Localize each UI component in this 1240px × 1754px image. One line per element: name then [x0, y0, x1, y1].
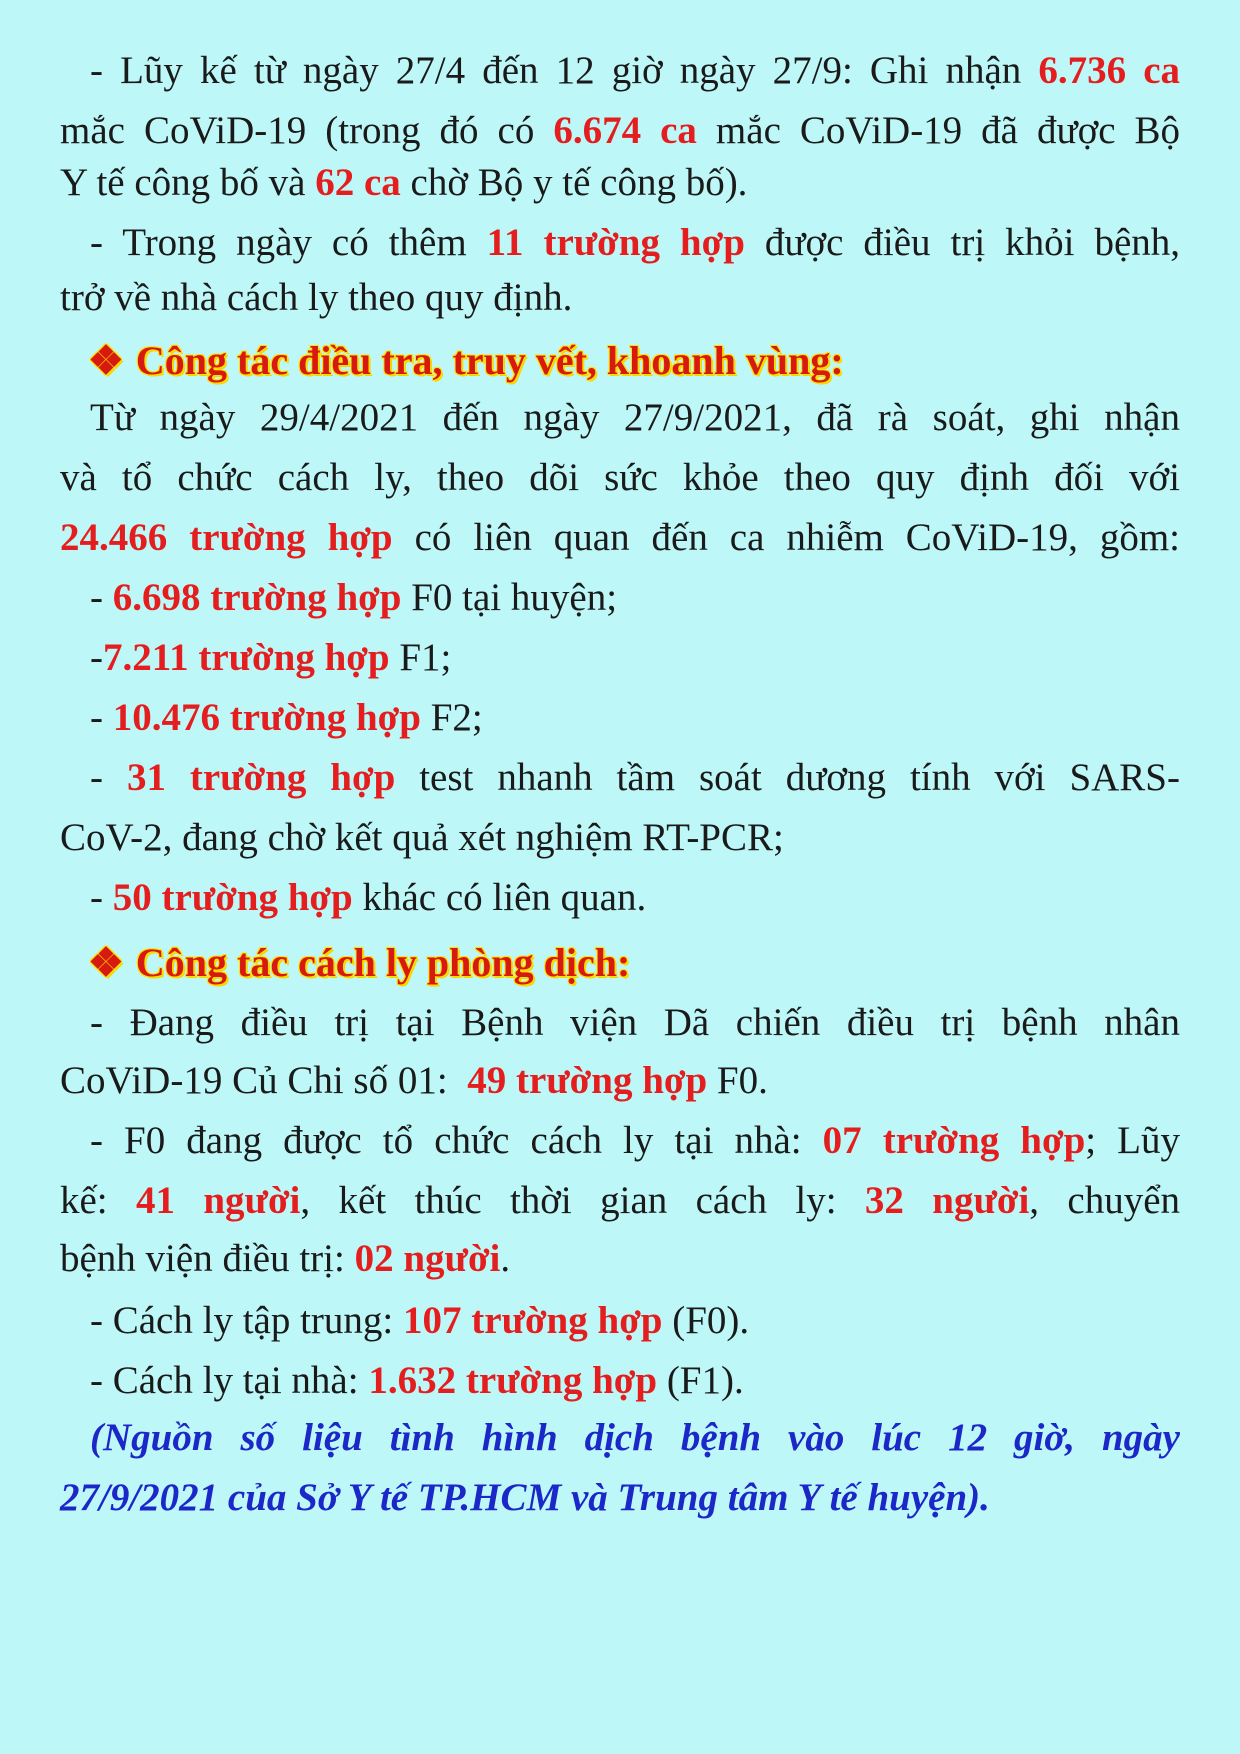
text: ; Lũy	[1085, 1119, 1180, 1162]
text: mắc CoViD-19 (trong đó có	[60, 109, 535, 152]
list-item	[60, 625, 1180, 691]
highlight-number: 10.476 trường hợp	[112, 696, 421, 739]
highlight-number: 62 ca	[315, 161, 401, 204]
highlight-number: 6.736 ca	[1038, 49, 1180, 92]
text: bệnh viện điều trị:	[60, 1237, 345, 1280]
diamond-bullet-icon: ❖	[88, 338, 124, 383]
text: có liên quan đến ca nhiễm CoViD-19, gồm:	[414, 516, 1180, 559]
dash: -	[90, 876, 103, 919]
text: F1;	[399, 636, 452, 679]
text: , chuyển	[1029, 1179, 1181, 1222]
quarantine-line-4	[60, 1168, 1180, 1234]
text: Y tế công bố và	[60, 161, 306, 204]
investigation-line-2: và tổ chức cách ly, theo dõi sức khỏe theo quy định đối với	[60, 456, 1180, 499]
highlight-number: 107 trường hợp	[403, 1299, 663, 1342]
heading-text: Công tác cách ly phòng dịch:	[135, 940, 631, 985]
text: F2;	[430, 696, 483, 739]
section-heading-quarantine	[88, 930, 630, 996]
investigation-line-1: Từ ngày 29/4/2021 đến ngày 27/9/2021, đã rà soát, ghi nhận	[90, 396, 1180, 439]
text: mắc CoViD-19 đã được Bộ	[715, 109, 1181, 152]
dash: -	[90, 756, 103, 799]
highlight-number: 31 trường hợp	[126, 756, 396, 799]
text: - F0 đang được tổ chức cách ly tại nhà:	[90, 1119, 802, 1162]
text: test nhanh tầm soát dương tính với SARS-	[419, 756, 1180, 799]
text: F0.	[716, 1059, 768, 1102]
list-item	[60, 865, 1180, 931]
list-item	[60, 745, 1180, 811]
text: , kết thúc thời gian cách ly:	[300, 1179, 837, 1222]
quarantine-line-6	[60, 1288, 1180, 1354]
text: kế:	[60, 1179, 108, 1222]
highlight-number: 1.632 trường hợp	[368, 1359, 658, 1402]
text: - Trong ngày có thêm	[90, 221, 467, 264]
highlight-number: 24.466 trường hợp	[60, 516, 393, 559]
source-note-line-1: (Nguồn số liệu tình hình dịch bệnh vào lúc 12 giờ, ngày	[90, 1416, 1180, 1459]
list-item	[60, 685, 1180, 751]
investigation-line-3	[60, 505, 1180, 571]
text: chờ Bộ y tế công bố).	[410, 161, 748, 204]
text: .	[500, 1237, 511, 1280]
dash: -	[90, 576, 103, 619]
dash: -	[90, 696, 103, 739]
highlight-number: 07 trường hợp	[822, 1119, 1086, 1162]
heading-text: Công tác điều tra, truy vết, khoanh vùng:	[135, 338, 844, 383]
quarantine-line-2	[60, 1048, 1180, 1114]
quarantine-line-5	[60, 1226, 1180, 1292]
cases-line-3	[60, 150, 1180, 216]
text: được điều trị khỏi bệnh,	[764, 221, 1181, 264]
cases-line-5: trở về nhà cách ly theo quy định.	[60, 276, 573, 319]
list-item-continuation: CoV-2, đang chờ kết quả xét nghiệm RT-PCR;	[60, 816, 784, 859]
highlight-number: 11 trường hợp	[486, 221, 745, 264]
highlight-number: 02 người	[354, 1237, 501, 1280]
text: - Cách ly tại nhà:	[90, 1359, 359, 1402]
dash: -	[90, 636, 103, 679]
cases-line-1	[60, 38, 1180, 104]
highlight-number: 50 trường hợp	[112, 876, 353, 919]
text: CoViD-19 Củ Chi số 01:	[60, 1059, 448, 1102]
source-note-line-2: 27/9/2021 của Sở Y tế TP.HCM và Trung tâm Y tế huyện).	[60, 1476, 990, 1519]
quarantine-line-1: - Đang điều trị tại Bệnh viện Dã chiến điều trị bệnh nhân	[90, 1001, 1180, 1044]
list-item	[60, 565, 1180, 631]
quarantine-line-3	[60, 1108, 1180, 1174]
highlight-number: 6.698 trường hợp	[112, 576, 402, 619]
text: khác có liên quan.	[362, 876, 647, 919]
highlight-number: 7.211 trường hợp	[103, 636, 390, 679]
highlight-number: 6.674 ca	[553, 109, 697, 152]
text: F0 tại huyện;	[411, 576, 618, 619]
text: (F0).	[672, 1299, 750, 1342]
highlight-number: 32 người	[864, 1179, 1030, 1222]
text: - Lũy kế từ ngày 27/4 đến 12 giờ ngày 27/9: Ghi nhận	[90, 49, 1022, 92]
diamond-bullet-icon: ❖	[88, 940, 124, 985]
text: - Cách ly tập trung:	[90, 1299, 394, 1342]
highlight-number: 49 trường hợp	[467, 1059, 708, 1102]
text: (F1).	[666, 1359, 744, 1402]
highlight-number: 41 người	[136, 1179, 301, 1222]
